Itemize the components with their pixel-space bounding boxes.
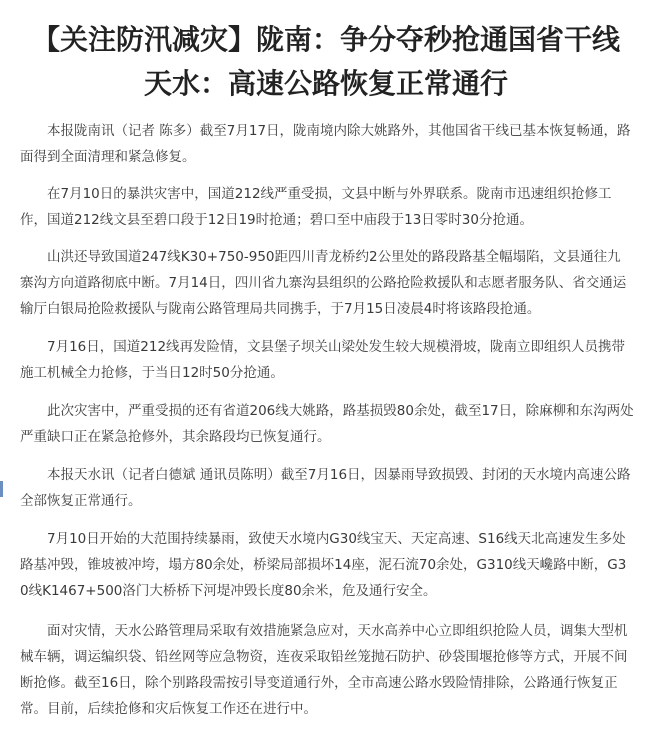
article-paragraph: 在7月10日的暴洪灾害中，国道212线严重受损，文县中断与外界联系。陇南市迅速组织抢修工作，国道212线文县至碧口段于12日19时抢通；碧口至中庙段于13日零时30分抢通。 [20, 186, 612, 228]
article-paragraph: 7月16日，国道212线再发险情，文县堡子坝关山梁处发生较大规模滑坡，陇南立即组织人员携带施工机械全力抢修，于当日12时50分抢通。 [20, 339, 626, 381]
article-paragraph: 此次灾害中，严重受损的还有省道206线大姚路，路基损毁80余处，截至17日，除麻柳和东沟两处严重缺口正在紧急抢修外，其余路段均已恢复通行。 [20, 403, 634, 445]
article-paragraph: 本报陇南讯（记者 陈多）截至7月17日，陇南境内除大姚路外，其他国省干线已基本恢复畅通，路面得到全面清理和紧急修复。 [20, 123, 631, 165]
article-paragraph: 面对灾情，天水公路管理局采取有效措施紧急应对，天水高养中心立即组织抢险人员，调集大型机械车辆，调运编织袋、铅丝网等应急物资，连夜采取铅丝笼抛石防护、砂袋围堰抢修等方式，开展不间断抢修。截至16日，除个别路段需按引导变道通行外，全市高速公路水毁险情排除，公路通行恢复正常。目前，后续抢修和灾后恢复工作还在进行中。 [20, 623, 628, 717]
article-paragraph: 7月10日开始的大范围持续暴雨，致使天水境内G30线宝天、天定高速、S16线天北高速发生多处路基冲毁，锥坡被冲垮，塌方80余处，桥梁局部损坏14座，泥石流70余处，G310线天巉路中断，G30线K1467+500洛门大桥桥下河堤冲毁长度80余米，危及通行安全。 [20, 531, 627, 599]
article-paragraph: 本报天水讯（记者白德斌 通讯员陈明）截至7月16日，因暴雨导致损毁、封闭的天水境内高速公路全部恢复正常通行。 [20, 467, 631, 509]
article-title: 【关注防汛减灾】陇南：争分夺秒抢通国省干线 天水：高速公路恢复正常通行 [31, 23, 620, 100]
scroll-edge-marker [0, 481, 3, 497]
article-paragraph: 山洪还导致国道247线K30+750-950距四川青龙桥约2公里处的路段路基全幅塌陷，文县通往九寨沟方向道路彻底中断。7月14日，四川省九寨沟县组织的公路抢险救援队和志愿者服务队、省交通运输厅白银局抢险救援队与陇南公路管理局共同携手，于7月15日凌晨4时将该路段抢通。 [20, 249, 627, 317]
